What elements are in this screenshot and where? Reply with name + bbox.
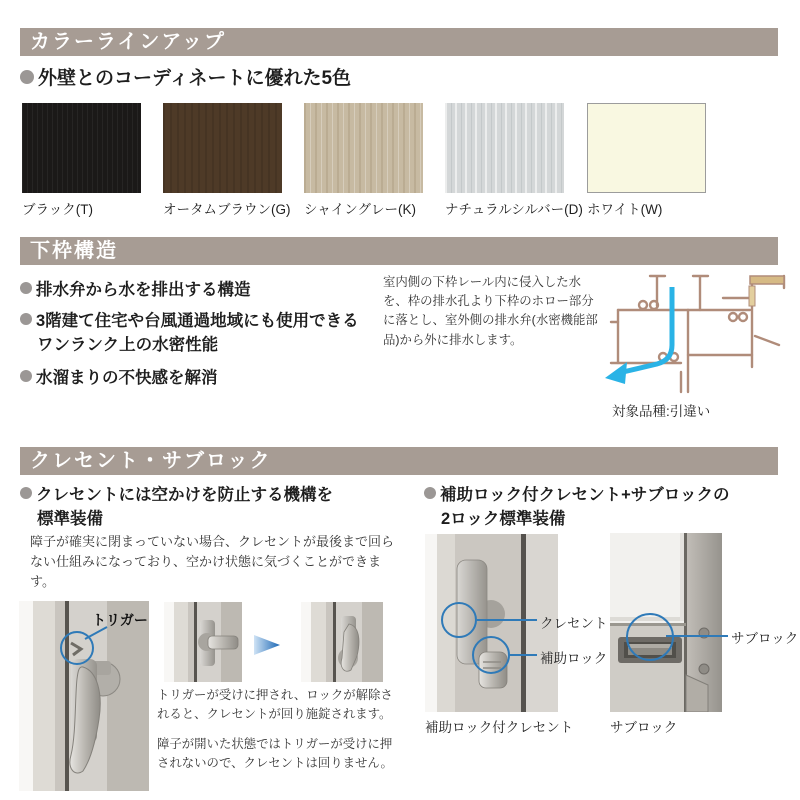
aux-lock-knob [479, 652, 507, 688]
color-subtitle: 外壁とのコーディネートに優れた5色 [38, 68, 352, 89]
lock-left-paragraph: 障子が確実に閉まっていない場合、クレセントが最後まで回らない仕組みになっており、空かけ状態に気づくことができます。 [30, 534, 395, 590]
lock-note-2: 障子が開いた状態ではトリガーが受けに押されないので、クレセントは回りません。 [157, 737, 393, 771]
frame-bullet-2-text: 3階建て住宅や台風通過地域にも使用できる [36, 312, 359, 330]
photo-crescent-locked [301, 602, 383, 682]
caption-auxlock-crescent: 補助ロック付クレセント [425, 720, 574, 735]
photo-crescent-open [164, 602, 242, 682]
caption-sublock: サブロック [610, 720, 678, 735]
swatch-label-natural-silver: ナチュラルシルバー(D) [445, 202, 583, 217]
bullet-dot-icon [20, 370, 32, 382]
water-flow-path [623, 287, 672, 372]
tan-packing-strip [749, 286, 755, 306]
frame-bullet-2-line2: ワンランク上の水密性能 [37, 336, 219, 354]
photo-sublock [610, 533, 722, 712]
frame-bullet-1-text: 排水弁から水を排出する構造 [36, 281, 251, 299]
crescent-pointer-line [477, 619, 537, 621]
section-header-color-lineup: カラーラインアップ [20, 28, 778, 56]
tan-packing-cap [750, 276, 784, 284]
frame-description: 室内側の下枠レール内に侵入した水を、枠の排水孔より下枠のホロー部分に落とし、室外側の排水弁(水密機能部品)から外に排水します。 [383, 275, 598, 347]
frame-bullet-3 [20, 364, 218, 388]
swatch-label-white: ホワイト(W) [587, 202, 663, 217]
photo-auxlock-crescent [425, 534, 558, 712]
arrow-right-icon [252, 633, 282, 657]
drain-spout [681, 310, 688, 392]
lock-right-bullet-text: 補助ロック付クレセント+サブロックの [440, 486, 730, 504]
bullet-dot-icon [20, 487, 32, 499]
swatch-black [22, 103, 141, 193]
swatch-label-autumn-brown: オータムブラウン(G) [163, 202, 291, 217]
crescent-body [457, 560, 487, 664]
auxlock-pointer-line [509, 654, 537, 656]
auxlock-label: 補助ロック [540, 651, 608, 666]
frame-bullet-3-text: 水溜まりの不快感を解消 [36, 369, 218, 387]
open-handle [208, 636, 238, 649]
sublock-label: サブロック [731, 631, 799, 646]
lock-right-bullet [424, 481, 729, 505]
swatch-white [587, 103, 706, 193]
glass [610, 533, 686, 625]
bullet-dot-icon [20, 70, 34, 84]
sublock-pointer-line [666, 635, 728, 637]
frame-bullet-1 [20, 276, 251, 300]
section-header-lock: クレセント・サブロック [20, 447, 778, 475]
lock-left-bullet-text: クレセントには空かけを防止する機構を [36, 486, 333, 504]
color-subtitle-row [20, 63, 351, 90]
outer-sash-rail [693, 276, 708, 310]
bullet-dot-icon [20, 313, 32, 325]
lock-left-bullet-line2: 標準装備 [37, 510, 103, 528]
trigger-label: トリガー [92, 612, 148, 628]
section-header-frame: 下枠構造 [20, 237, 778, 265]
crescent-label: クレセント [540, 616, 608, 631]
target-product-note: 対象品種:引違い [612, 404, 711, 419]
frame-bullet-2 [20, 307, 359, 331]
swatch-label-black: ブラック(T) [22, 202, 93, 217]
water-arrow-head [605, 362, 627, 384]
swatch-autumn-brown [163, 103, 282, 193]
swatch-natural-silver [445, 103, 564, 193]
swatch-label-shine-gray: シャイングレー(K) [304, 202, 416, 217]
bullet-dot-icon [424, 487, 436, 499]
frame-cross-section-diagram [593, 260, 795, 398]
lock-right-bullet-line2: 2ロック標準装備 [441, 510, 566, 528]
lock-note-1: トリガーが受けに押され、ロックが解除されると、クレセントが回り施錠されます。 [157, 688, 393, 722]
bullet-dot-icon [20, 282, 32, 294]
swatch-shine-gray [304, 103, 423, 193]
lock-left-bullet [20, 481, 333, 505]
